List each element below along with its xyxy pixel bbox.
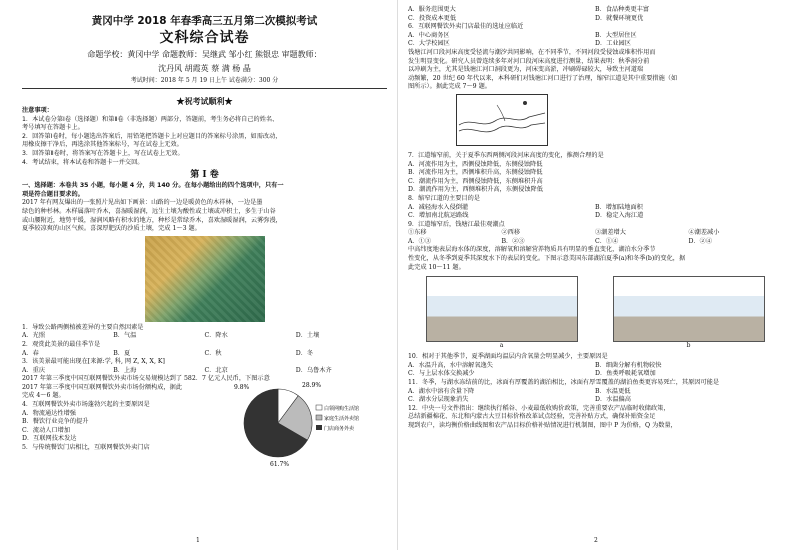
wish-line: ★祝考试顺利★ (176, 96, 233, 106)
option: A．春 (22, 349, 39, 357)
note-item: 考号填写在答题卡上。 (22, 124, 84, 132)
question-items (408, 229, 782, 238)
option: B．上海 (113, 366, 137, 374)
passage-line: 中高纬度地表层海水体的深度，溶解氧和溶解营养物质具有明显的垂直变化，湖泊水分季节 (408, 246, 656, 254)
qiantang-estuary-map (456, 94, 548, 146)
q4-block (22, 375, 387, 467)
option: C．降水 (204, 332, 228, 340)
option: D．互联网技术发达 (22, 435, 77, 443)
passage-line: 夏季较凉爽的山区气候。喜深厚肥沃的沙质土壤，完成 1～3 题。 (22, 225, 201, 233)
option: C．①④ (595, 237, 619, 245)
passage-line: 钱塘江河口段河床高度受径流与潮汐共同影响，在不同季节，不同河段受侵蚀或堆积作用而 (408, 48, 656, 56)
pie-label-family: 28.9% (302, 382, 322, 390)
option: B．增加陆地面积 (595, 203, 643, 211)
option: B．气温 (113, 332, 137, 340)
question-options (408, 396, 782, 405)
note-item: 用橡皮擦干净后，再选涂其他答案标号，写在试卷上无效。 (22, 141, 183, 149)
option: B．河流作用为主，西侧堆积升高，东侧侵蚀降低 (408, 169, 543, 177)
option: D．水温偏高 (595, 396, 631, 404)
lake-section-summer (426, 276, 578, 342)
passage-line: 或山腰附近，地势平缓，湿润风略有积水的地方，种杉是常绿乔木，喜欢湿暖湿润，云雾弥漫， (22, 216, 282, 224)
option: A．减轻海水入侵倒灌 (408, 203, 469, 211)
option: A．河流作用为主，西侧侵蚀降低，东侧侵蚀降低 (408, 160, 543, 168)
passage-line: 此完成 10～11 题。 (408, 263, 465, 271)
authors-line-2: 沈丹风 胡霞英 蔡 满 杨 晶 (158, 64, 251, 73)
option: D．②④ (688, 237, 713, 245)
option: C．潮流作用为主，西侧侵蚀降低，东侧堆积升高 (408, 177, 543, 185)
option: C．大学校园区 (408, 40, 450, 48)
item: ④潮差减小 (688, 229, 720, 237)
page-number: 1 (196, 537, 200, 544)
passage-line: 图所示）。据此完成 7～9 题。 (408, 83, 491, 91)
question-stem: 2．观赏此美景的最佳季节是 (22, 340, 101, 348)
passage-line: 性变化，从冬季到夏季其深度水下的表层的变化。下图示意美国东部湖泊夏季(a)和冬季(b)的变化，据 (408, 255, 686, 263)
question-stem: 6．互联网餐饮外卖门店最佳的选址应临近 (408, 23, 524, 31)
question-options (408, 204, 782, 213)
question-options (408, 6, 782, 15)
question-stem: 8．缩窄江道的主要目的是 (408, 194, 480, 202)
item: ①东移 (408, 229, 427, 237)
option: D．乌鲁木齐 (295, 366, 332, 374)
question-options (408, 15, 782, 24)
passage-line: 绿色的种杉林。木样属落叶乔木，喜湿暖湿润，远生土壤为酸性或土壤或冲积土，多生于山谷 (22, 207, 276, 215)
passage-line: 发生明显变化。研究人员曾连续多年对河口段河床高度进行测量，结果表明：秋季洞分前 (408, 57, 650, 65)
option: B．水温更低 (595, 387, 631, 395)
legend-swatch (316, 425, 322, 430)
authors-line-1: 命题学校：黄冈中学 命题教师：吴继武 邹小红 熊银忠 审题教师： (87, 50, 322, 59)
option: C．湖水分层现象消失 (408, 396, 469, 404)
option: D．冬 (295, 349, 314, 357)
question-stem: 3．该美景最可能出现在[来源:学, 科, 网 Z, X, X, K] (22, 358, 165, 366)
passage-line: 以冲刷为主，尤其是钱塘江河口洞段更为，河床变高淤，冲刷碍碌较大，导致主河道瑞 (408, 66, 644, 74)
question-options (22, 367, 387, 376)
option: A．服务范围更大 (408, 6, 456, 13)
exam-info: 考试时间：2018 年 5 月 19 日上午 试卷满分：300 分 (22, 76, 387, 89)
option: A．湖水中溶有含量下降 (408, 387, 475, 395)
notes-heading: 注意事项： (22, 107, 53, 114)
question-stem: 10．相对于其他季节，夏季湖面均温层内含氧量会明显减少，主要原因是 (408, 353, 608, 361)
lake-cross-section-figures (408, 276, 782, 349)
option: A．光照 (22, 332, 46, 340)
passage-line: 2017 年有网友爆出的一张照片见出如下画景：山路的一边是暖黄色的木祥林，一边是墨 (22, 199, 263, 207)
question-stem: 9．江道缩窄后，钱塘江最佳观潮点 (408, 220, 505, 228)
section-intro: 项是符合题目要求的。 (22, 190, 84, 198)
question-stem: 4．互联网餐饮外卖市场蓬勃兴起的主要原因是 (22, 401, 150, 409)
option: A．水温升高，水中溶解氧逸失 (408, 361, 493, 369)
passage-line: 总结新疆棉花、东北和内蒙古大豆目标价格改革试点经验，完善补贴方式，确保补贴资金足 (408, 413, 656, 421)
legend-label: 家庭生活外卖馆 (324, 416, 360, 423)
legend-swatch (316, 415, 322, 420)
option: C．北京 (204, 366, 228, 374)
legend-swatch (316, 405, 322, 410)
figure-caption: a (499, 342, 504, 350)
option: C．与上层水体交换减少 (408, 370, 475, 378)
option: B．大型居住区 (595, 31, 637, 39)
forest-aerial-photo (145, 236, 265, 322)
option: C．投资成本更低 (408, 14, 457, 22)
option: B．食品种类更丰富 (595, 6, 650, 13)
passage-line: 完成 4～6 题。 (22, 392, 65, 400)
option: A．①③ (408, 237, 432, 245)
item: ②西移 (501, 229, 521, 237)
option: B．细菌分解有机物较快 (595, 361, 662, 369)
option: C．流动人口增加 (22, 426, 71, 434)
passage-line: 2017 年第三季度中国互联网餐饮外卖市场份额构成，据此 (22, 383, 183, 391)
pie-label-white-collar: 9.8% (234, 384, 250, 392)
option: D．鱼类呼吸耗氧增加 (595, 370, 656, 378)
exam-title: 黄冈中学 2018 年春季高三五月第二次模拟考试 (91, 15, 318, 27)
passage-line: 动频繁，20 世纪 60 年代以来，本科研们对钱塘江河口进行了治理，缩窄江道是其中重要措施（如 (408, 74, 678, 82)
option: C．增加南北航运路线 (408, 212, 469, 220)
option: C．秋 (204, 349, 222, 357)
option: D．土壤 (295, 332, 320, 340)
note-item: 1．本试卷分第Ⅰ卷（选择题）和第Ⅱ卷（非选择题）两部分，答题前，考生务必将自己的姓名、 (22, 115, 279, 123)
page-right (397, 0, 794, 550)
paper-subtitle: 文科综合试卷 (159, 30, 250, 46)
note-item: 2．回答第Ⅰ卷时，每小题选出答案后，用铅笔把答题卡上对应题目的答案标号涂黑，如需改动， (22, 132, 282, 140)
page-number: 2 (594, 537, 598, 544)
option: D．工业园区 (595, 40, 631, 48)
option: A．中心商务区 (408, 31, 450, 39)
question-stem: 5．与传统餐饮门店相比，互联网餐饮外卖门店 (22, 444, 150, 452)
passage-line: 现到农户，读均衡价格曲线图和农产品目标价格补贴情况进行机制图，图中 P 为价格，Q 为数量， (408, 422, 677, 429)
option: B．餐饮行业竞争的提升 (22, 418, 89, 426)
question-options (22, 332, 387, 341)
pie-label-store: 61.7% (270, 461, 290, 469)
lake-section-winter (613, 276, 765, 342)
section-title: 第 Ⅰ 卷 (190, 170, 219, 181)
passage-line: 12．中央一号文件指出：继续执行稻谷、小麦最低收购价政策，完善重要农产品临时收储政策， (408, 404, 670, 412)
question-options (22, 350, 387, 359)
question-options (408, 212, 782, 221)
section-intro: 一、选择题：本卷共 35 小题，每小题 4 分，共 140 分。在每小题给出的四个选项中，只有一 (22, 182, 284, 190)
option: B．夏 (113, 349, 131, 357)
item: ③潮差增大 (595, 229, 626, 237)
figure-caption: b (686, 342, 691, 350)
passage-line: 2017 年第三季度中国互联网餐饮外卖市场交易规模达到了 582．7 亿元人民币，下图示意 (22, 375, 270, 383)
market-share-pie-chart (232, 375, 382, 467)
note-item: 4．考试结束，将本试卷和答题卡一并交回。 (22, 158, 144, 166)
option: D．潮流作用为主，西侧堆积升高，东侧侵蚀降低 (408, 186, 543, 194)
note-item: 3．回答第Ⅱ卷时，将答案写在答题卡上，写在试卷上无效。 (22, 149, 184, 157)
question-stem: 11．冬季，与湖水冻结前的比，冰面有厚覆盖的湖泊相比，冰面有厚雪覆盖的湖泊鱼类更容易死亡，其原因可能是 (408, 379, 720, 387)
question-stem: 1．导致公路两侧植被差异的主要自然因素是 (22, 323, 144, 331)
legend-label: 白领网购生活馆 (324, 406, 360, 413)
question-stem: 7．江道缩窄前，关于夏季东西两侧河段河床高度的变化，推测合理的是 (408, 151, 604, 159)
option: B．②③ (501, 237, 525, 245)
legend-label: 门店商务外卖 (324, 426, 355, 433)
option: D．就餐环境更优 (595, 14, 644, 22)
question-options (408, 388, 782, 397)
question-options (408, 370, 782, 379)
option: D．稳定入海江道 (595, 212, 644, 220)
question-options (408, 40, 782, 49)
option: A．物流通达性增强 (22, 409, 76, 417)
option: A．重庆 (22, 366, 46, 374)
